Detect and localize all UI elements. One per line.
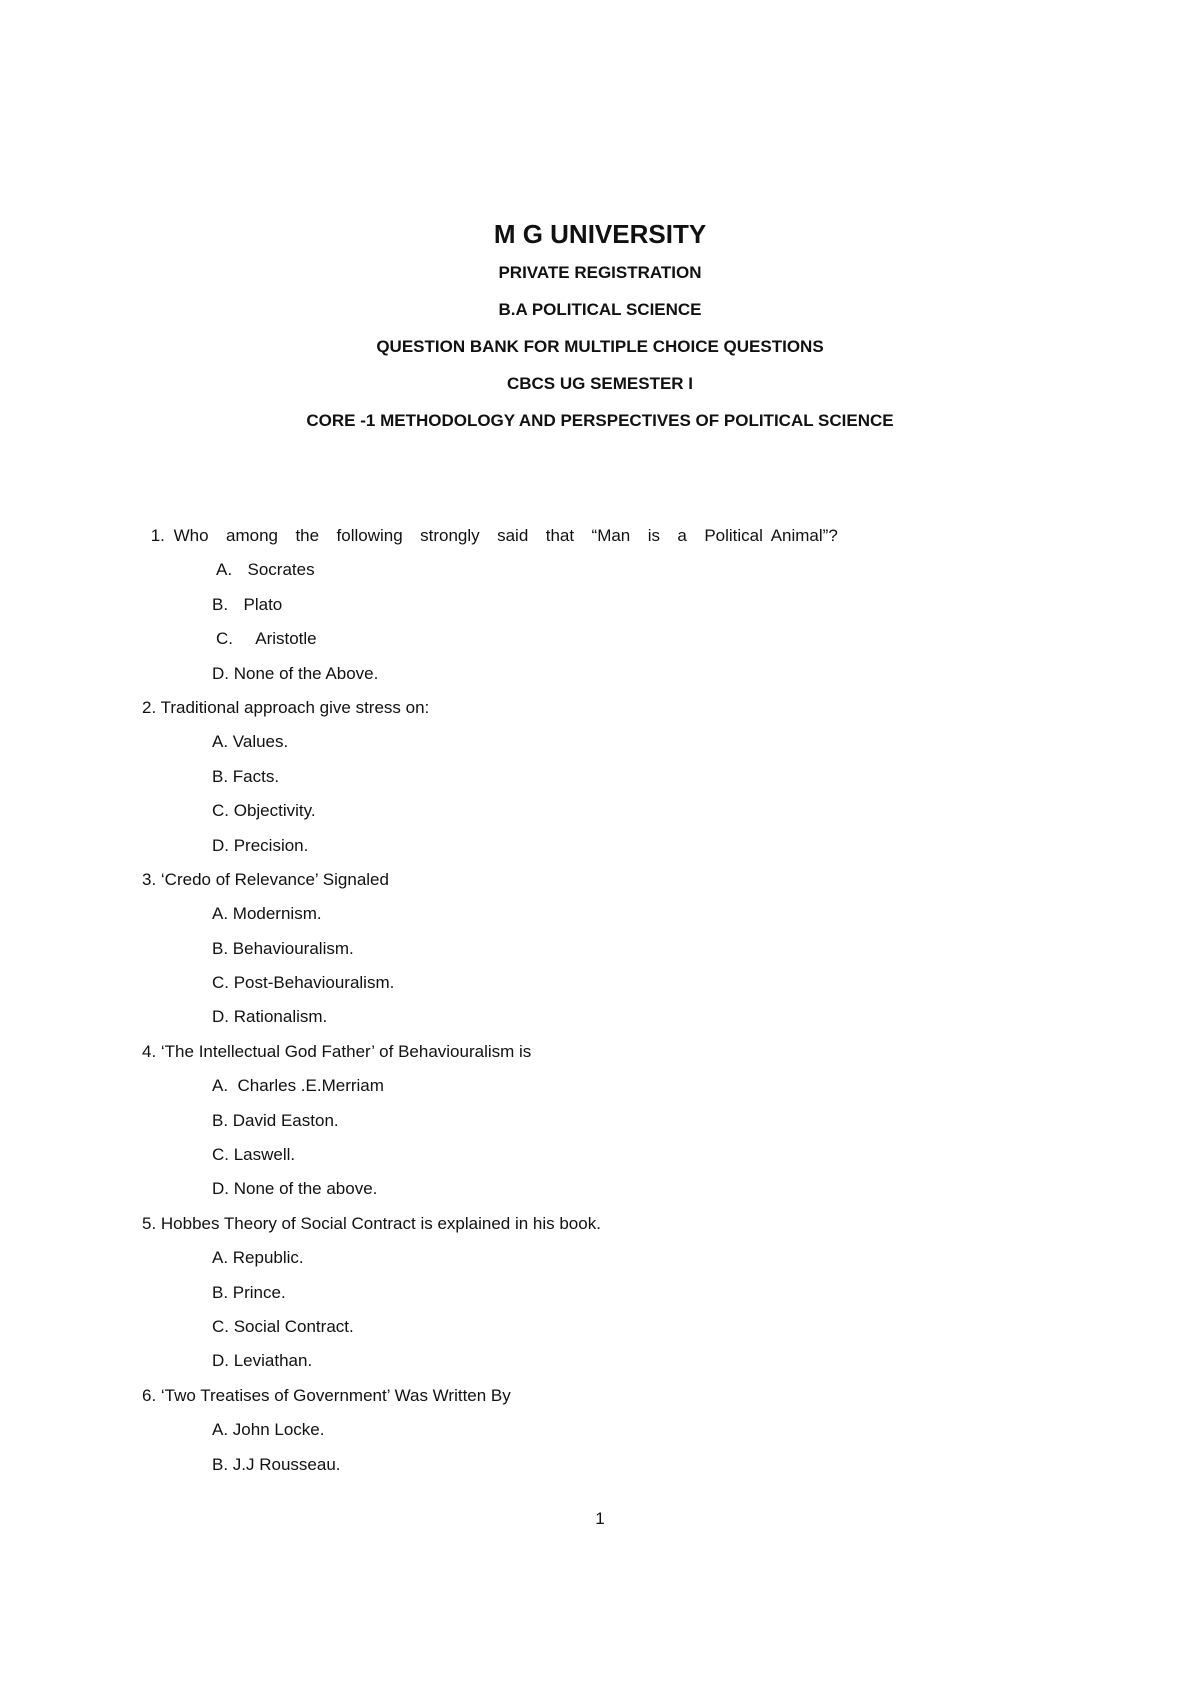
question-4-option-d: D. None of the above.: [212, 1179, 378, 1199]
semester-line: CBCS UG SEMESTER I: [506, 374, 694, 393]
question-5-option-a: A. Republic.: [212, 1248, 304, 1268]
question-3: 3. ‘Credo of Relevance’ Signaled: [142, 869, 389, 889]
question-4: 4. ‘The Intellectual God Father’ of Behaviouralism is: [142, 1041, 532, 1061]
registration-line: PRIVATE REGISTRATION: [498, 263, 702, 282]
paper-title-line: CORE -1 METHODOLOGY AND PERSPECTIVES OF POLITICAL SCIENCE: [306, 411, 894, 430]
question-3-option-c: C. Post-Behaviouralism.: [212, 973, 395, 993]
question-4-option-b: B. David Easton.: [212, 1110, 339, 1130]
question-1-option-a: A. Socrates: [216, 560, 315, 580]
question-5: 5. Hobbes Theory of Social Contract is explained in his book.: [142, 1213, 601, 1233]
question-3-option-d: D. Rationalism.: [212, 1007, 328, 1027]
question-3-option-a: A. Modernism.: [212, 904, 322, 924]
question-bank-line: QUESTION BANK FOR MULTIPLE CHOICE QUESTIONS: [376, 337, 824, 356]
course-line: B.A POLITICAL SCIENCE: [498, 300, 702, 319]
question-5-option-b: B. Prince.: [212, 1282, 286, 1302]
question-2-option-d: D. Precision.: [212, 835, 309, 855]
question-1-option-b: B. Plato: [212, 594, 283, 614]
question-1: 1. Who among the following strongly said that “Man is a Political Animal”?: [142, 526, 838, 545]
question-3-option-b: B. Behaviouralism.: [212, 938, 354, 958]
document-header: [0, 214, 1200, 440]
question-4-option-a: A. Charles .E.Merriam: [212, 1076, 384, 1096]
question-5-option-d: D. Leviathan.: [212, 1351, 313, 1371]
question-5-option-c: C. Social Contract.: [212, 1316, 354, 1336]
page-number: 1: [595, 1509, 605, 1528]
question-6-option-a: A. John Locke.: [212, 1420, 325, 1440]
question-2-option-b: B. Facts.: [212, 766, 280, 786]
question-1-option-d: D. None of the Above.: [212, 663, 379, 683]
university-title: M G UNIVERSITY: [493, 219, 707, 249]
question-2: 2. Traditional approach give stress on:: [142, 697, 430, 717]
question-2-option-c: C. Objectivity.: [212, 801, 316, 821]
question-1-option-c: C. Aristotle: [216, 629, 317, 649]
question-6-option-b: B. J.J Rousseau.: [212, 1454, 341, 1474]
question-6: 6. ‘Two Treatises of Government’ Was Written By: [142, 1385, 511, 1405]
question-list: [142, 519, 1102, 1482]
question-4-option-c: C. Laswell.: [212, 1145, 296, 1165]
question-2-option-a: A. Values.: [212, 732, 289, 752]
